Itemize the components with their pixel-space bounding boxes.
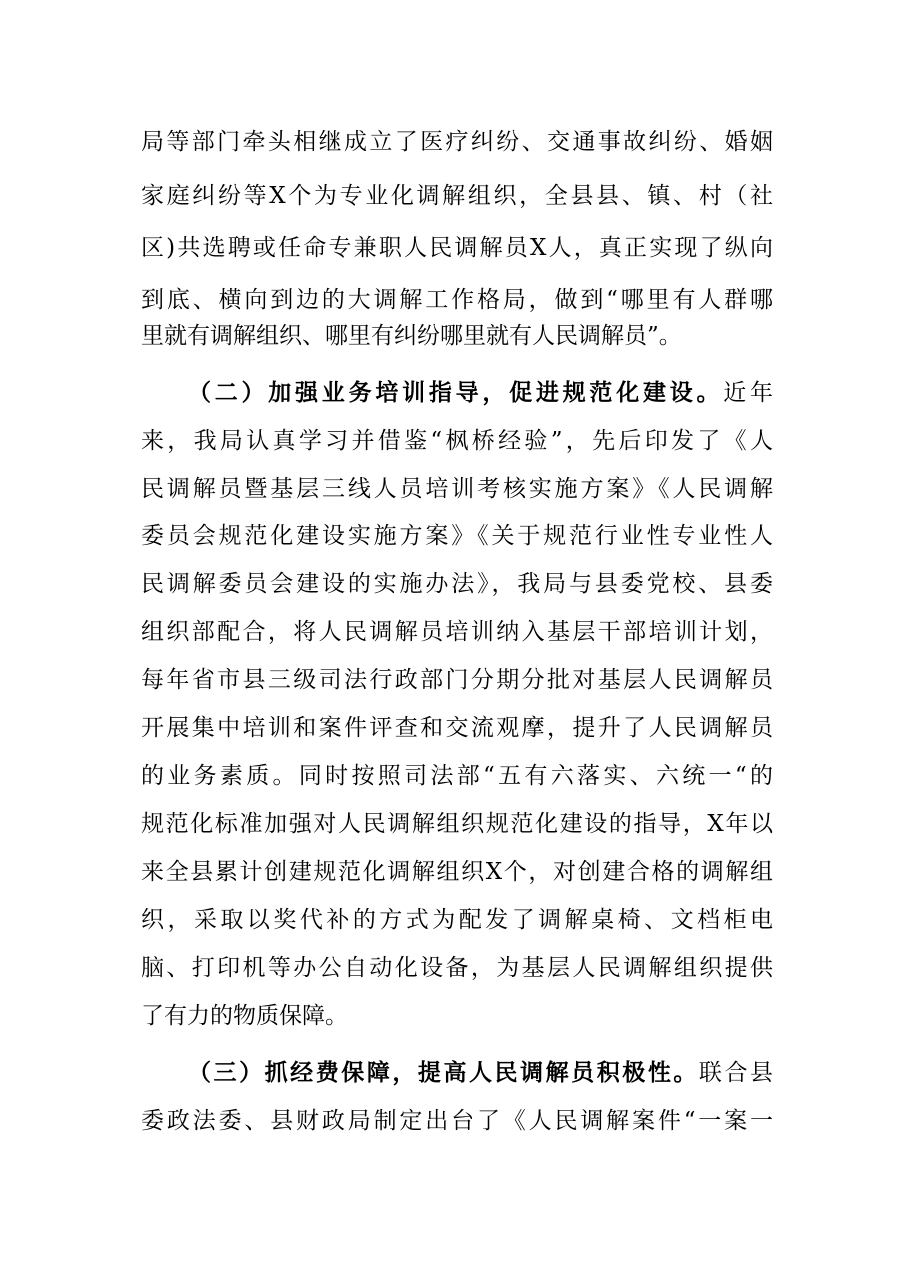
text-line: 了有力的物质保障。: [141, 1003, 348, 1029]
section-heading: （三）抓经费保障，提高人民调解员积极性。: [188, 1059, 699, 1086]
text-line: 来，我局认真学习并借鉴“枫桥经验”，先后印发了《人: [141, 428, 773, 454]
text-line: 局等部门牵头相继成立了医疗纠纷、交通事故纠纷、婚姻: [141, 129, 773, 155]
text-line: 到底、横向到边的大调解工作格局，做到“哪里有人群哪: [141, 287, 773, 313]
text-line: 织，采取以奖代补的方式为配发了调解桌椅、文档柜电: [141, 907, 773, 933]
text-fragment: 联合县: [698, 1060, 774, 1086]
text-fragment: 近年: [723, 380, 774, 406]
text-line: 的业务素质。同时按照司法部“五有六落实、六统一“的: [141, 763, 773, 789]
text-line: 家庭纠纷等X个为专业化调解组织，全县县、镇、村（社: [141, 183, 773, 209]
text-line: 每年省市县三级司法行政部门分期分批对基层人民调解员: [141, 667, 773, 693]
text-line: 民调解员暨基层三线人员培训考核实施方案》《人民调解: [141, 476, 773, 502]
text-line: 来全县累计创建规范化调解组织X个，对创建合格的调解组: [141, 859, 773, 885]
text-line: 组织部配合，将人民调解员培训纳入基层干部培训计划，: [141, 619, 773, 645]
section-heading: （二）加强业务培训指导，促进规范化建设。: [188, 379, 724, 406]
text-line: 规范化标准加强对人民调解组织规范化建设的指导，X年以: [141, 811, 773, 837]
text-line: 脑、打印机等办公自动化设备，为基层人民调解组织提供: [141, 955, 773, 981]
text-line: 里就有调解组织、哪里有纠纷哪里就有人民调解员”。: [141, 323, 682, 349]
section-heading-line: [188, 378, 773, 408]
section-heading-line: [188, 1058, 773, 1088]
text-line: 委政法委、县财政局制定出台了《人民调解案件“一案一: [141, 1108, 773, 1134]
text-line: 区)共选聘或任命专兼职人民调解员X人，真正实现了纵向: [141, 235, 773, 261]
text-line: 开展集中培训和案件评查和交流观摩，提升了人民调解员: [141, 715, 773, 741]
text-line: 民调解委员会建设的实施办法》，我局与县委党校、县委: [141, 571, 773, 597]
text-line: 委员会规范化建设实施方案》《关于规范行业性专业性人: [141, 523, 773, 549]
